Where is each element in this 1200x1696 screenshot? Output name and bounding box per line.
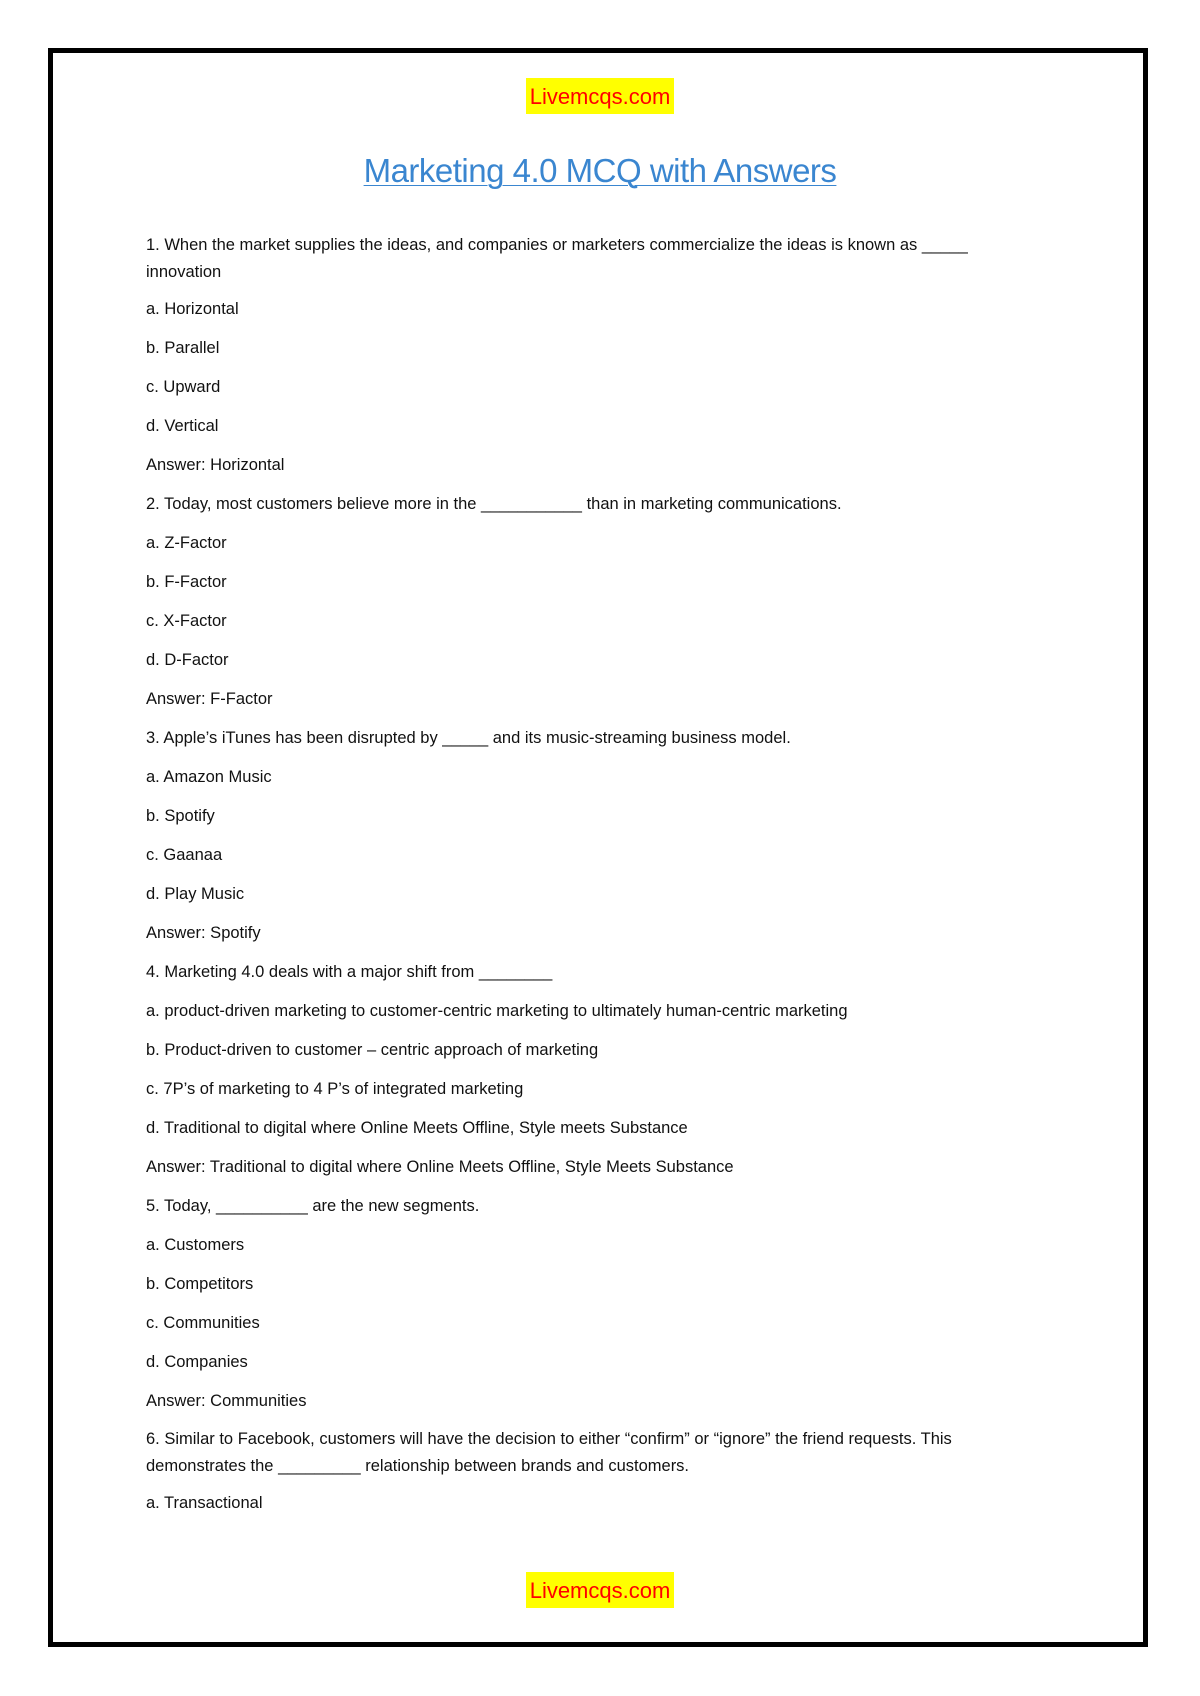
option-3a: a. Amazon Music — [146, 768, 272, 786]
option-4d: d. Traditional to digital where Online Meets Offline, Style meets Substance — [146, 1119, 688, 1137]
site-watermark-top[interactable] — [0, 86, 1200, 108]
answer-5: Answer: Communities — [146, 1392, 307, 1410]
answer-3: Answer: Spotify — [146, 924, 261, 942]
mcq-content — [146, 236, 1046, 1532]
option-1c: c. Upward — [146, 378, 221, 396]
option-5a: a. Customers — [146, 1236, 245, 1254]
option-6a: a. Transactional — [146, 1494, 263, 1512]
option-1b: b. Parallel — [146, 339, 220, 357]
option-3c: c. Gaanaa — [146, 846, 223, 864]
option-4a: a. product-driven marketing to customer-centric marketing to ultimately human-centric marketing — [146, 1002, 848, 1020]
option-3d: d. Play Music — [146, 885, 245, 903]
option-5c: c. Communities — [146, 1314, 260, 1332]
answer-4: Answer: Traditional to digital where Online Meets Offline, Style Meets Substance — [146, 1158, 734, 1176]
option-2b: b. F-Factor — [146, 573, 227, 591]
site-label[interactable]: Livemcqs.com — [526, 1572, 675, 1608]
option-3b: b. Spotify — [146, 807, 215, 825]
answer-2: Answer: F-Factor — [146, 690, 273, 708]
question-6: 6. Similar to Facebook, customers will have the decision to either “confirm” or “ignore” the friend requests. This demonstrates the _________ relationship between brands and customers. — [146, 1430, 952, 1475]
option-2a: a. Z-Factor — [146, 534, 227, 552]
option-5d: d. Companies — [146, 1353, 248, 1371]
option-1a: a. Horizontal — [146, 300, 239, 318]
question-3: 3. Apple’s iTunes has been disrupted by _____ and its music-streaming business model. — [146, 729, 791, 747]
question-1: 1. When the market supplies the ideas, and companies or marketers commercialize the ideas is known as _____ innovation — [146, 236, 968, 281]
option-1d: d. Vertical — [146, 417, 219, 435]
page-title: Marketing 4.0 MCQ with Answers — [363, 152, 837, 189]
question-4: 4. Marketing 4.0 deals with a major shift from ________ — [146, 963, 553, 981]
option-4b: b. Product-driven to customer – centric approach of marketing — [146, 1041, 599, 1059]
option-5b: b. Competitors — [146, 1275, 254, 1293]
question-5: 5. Today, __________ are the new segments. — [146, 1197, 480, 1215]
question-2: 2. Today, most customers believe more in the ___________ than in marketing communications. — [146, 495, 842, 513]
option-2d: d. D-Factor — [146, 651, 229, 669]
option-4c: c. 7P’s of marketing to 4 P’s of integrated marketing — [146, 1080, 524, 1098]
site-label[interactable]: Livemcqs.com — [526, 78, 675, 114]
answer-1: Answer: Horizontal — [146, 456, 285, 474]
site-watermark-bottom[interactable] — [0, 1580, 1200, 1602]
option-2c: c. X-Factor — [146, 612, 227, 630]
